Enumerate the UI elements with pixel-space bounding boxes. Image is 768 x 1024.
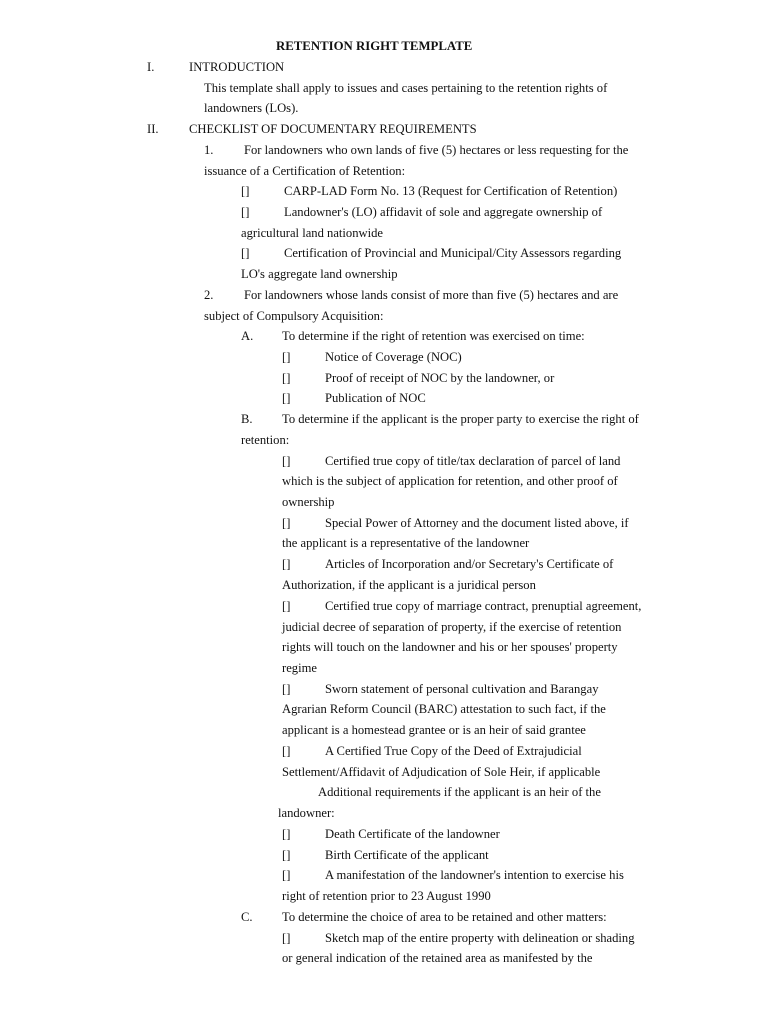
item-1-text-line: For landowners who own lands of five (5) hectares or less requesting for the xyxy=(244,143,629,157)
requirement-text: A Certified True Copy of the Deed of Extrajudicial xyxy=(325,744,582,758)
subsection-a-text: To determine if the right of retention was exercised on time: xyxy=(282,329,585,343)
checkbox[interactable]: [] xyxy=(282,827,291,841)
item-1-number: 1. xyxy=(204,143,214,157)
additional-requirements-text: landowner: xyxy=(278,806,335,820)
checkbox[interactable]: [] xyxy=(241,205,250,219)
subsection-a-letter: A. xyxy=(241,329,254,343)
subsection-b-text: To determine if the applicant is the proper party to exercise the right of xyxy=(282,412,639,426)
requirement-text: Articles of Incorporation and/or Secretary's Certificate of xyxy=(325,557,614,571)
item-2-text-line: subject of Compulsory Acquisition: xyxy=(204,309,384,323)
requirement-text: Settlement/Affidavit of Adjudication of Sole Heir, if applicable xyxy=(282,765,601,779)
requirement-text: right of retention prior to 23 August 1990 xyxy=(282,889,491,903)
requirement-text: Death Certificate of the landowner xyxy=(325,827,500,841)
checkbox[interactable]: [] xyxy=(282,599,291,613)
checkbox[interactable]: [] xyxy=(282,371,291,385)
section-2-heading: CHECKLIST OF DOCUMENTARY REQUIREMENTS xyxy=(189,122,477,136)
subsection-c-text: To determine the choice of area to be retained and other matters: xyxy=(282,910,607,924)
subsection-b-text: retention: xyxy=(241,433,290,447)
requirement-text: regime xyxy=(282,661,317,675)
requirement-text: Landowner's (LO) affidavit of sole and aggregate ownership of xyxy=(284,205,603,219)
requirement-text: Agrarian Reform Council (BARC) attestation to such fact, if the xyxy=(282,702,606,716)
checkbox[interactable]: [] xyxy=(241,246,250,260)
requirement-text: Sworn statement of personal cultivation and Barangay xyxy=(325,682,599,696)
checkbox[interactable]: [] xyxy=(241,184,250,198)
requirement-text: LO's aggregate land ownership xyxy=(241,267,398,281)
requirement-text: A manifestation of the landowner's intention to exercise his xyxy=(325,868,624,882)
requirement-text: Certification of Provincial and Municipal/City Assessors regarding xyxy=(284,246,622,260)
requirement-text: Proof of receipt of NOC by the landowner, or xyxy=(325,371,555,385)
checkbox[interactable]: [] xyxy=(282,454,291,468)
checkbox[interactable]: [] xyxy=(282,744,291,758)
item-2-number: 2. xyxy=(204,288,214,302)
checkbox[interactable]: [] xyxy=(282,868,291,882)
subsection-c-letter: C. xyxy=(241,910,253,924)
item-2-text-line: For landowners whose lands consist of more than five (5) hectares and are xyxy=(244,288,619,302)
requirement-text: Special Power of Attorney and the document listed above, if xyxy=(325,516,629,530)
additional-requirements-text: Additional requirements if the applicant is an heir of the xyxy=(318,785,601,799)
requirement-text: Sketch map of the entire property with delineation or shading xyxy=(325,931,635,945)
requirement-text: ownership xyxy=(282,495,335,509)
requirement-text: Notice of Coverage (NOC) xyxy=(325,350,462,364)
checkbox[interactable]: [] xyxy=(282,848,291,862)
requirement-text: CARP-LAD Form No. 13 (Request for Certification of Retention) xyxy=(284,184,618,198)
requirement-text: which is the subject of application for retention, and other proof of xyxy=(282,474,618,488)
requirement-text: the applicant is a representative of the landowner xyxy=(282,536,530,550)
requirement-text: or general indication of the retained area as manifested by the xyxy=(282,951,593,965)
requirement-text: Publication of NOC xyxy=(325,391,426,405)
section-1-heading: INTRODUCTION xyxy=(189,60,285,74)
requirement-text: agricultural land nationwide xyxy=(241,226,383,240)
intro-text-line: This template shall apply to issues and cases pertaining to the retention rights of xyxy=(204,81,608,95)
requirement-text: Certified true copy of marriage contract, prenuptial agreement, xyxy=(325,599,642,613)
item-1-text-line: issuance of a Certification of Retention: xyxy=(204,164,406,178)
requirement-text: judicial decree of separation of property, if the exercise of retention xyxy=(282,620,622,634)
checkbox[interactable]: [] xyxy=(282,557,291,571)
requirement-text: Birth Certificate of the applicant xyxy=(325,848,489,862)
checkbox[interactable]: [] xyxy=(282,391,291,405)
intro-text-line: landowners (LOs). xyxy=(204,101,299,115)
subsection-b-letter: B. xyxy=(241,412,253,426)
requirement-text: Authorization, if the applicant is a juridical person xyxy=(282,578,536,592)
section-1-number: I. xyxy=(147,60,155,74)
requirement-text: rights will touch on the landowner and his or her spouses' property xyxy=(282,640,618,654)
section-2-number: II. xyxy=(147,122,159,136)
requirement-text: applicant is a homestead grantee or is an heir of said grantee xyxy=(282,723,586,737)
document-title: RETENTION RIGHT TEMPLATE xyxy=(276,39,473,53)
checkbox[interactable]: [] xyxy=(282,682,291,696)
checkbox[interactable]: [] xyxy=(282,516,291,530)
checkbox[interactable]: [] xyxy=(282,931,291,945)
requirement-text: Certified true copy of title/tax declaration of parcel of land xyxy=(325,454,621,468)
checkbox[interactable]: [] xyxy=(282,350,291,364)
